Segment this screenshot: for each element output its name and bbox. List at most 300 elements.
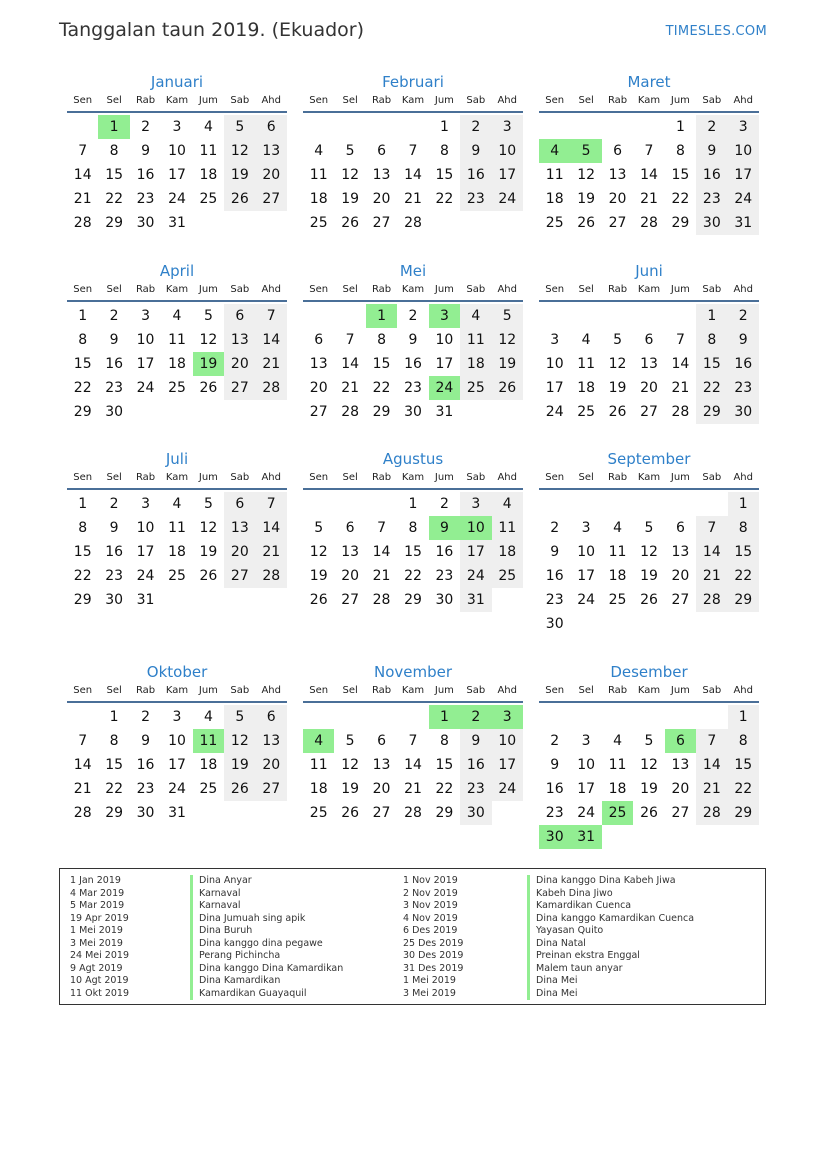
day-cell: 24 bbox=[577, 592, 596, 608]
weekday-label: Kam bbox=[165, 95, 189, 106]
day-cell: 23 bbox=[105, 568, 124, 584]
day-cell: 14 bbox=[671, 356, 690, 372]
holiday-day-cell: 6 bbox=[665, 729, 696, 753]
holiday-name: Karnaval bbox=[190, 888, 241, 901]
day-cell: 15 bbox=[671, 167, 690, 183]
day-cell: 12 bbox=[608, 356, 627, 372]
day-cell: 10 bbox=[168, 733, 186, 749]
weekday-label: Ahd bbox=[261, 284, 281, 295]
holiday-day-cell: 2 bbox=[460, 705, 491, 729]
weekday-label: Sel bbox=[106, 685, 122, 696]
day-cell: 20 bbox=[608, 191, 627, 207]
day-cell: 16 bbox=[136, 757, 155, 773]
day-cell: 11 bbox=[309, 167, 328, 183]
holiday-list bbox=[59, 868, 766, 1005]
weekend-day-cell: 9 bbox=[460, 139, 491, 163]
holiday-name: Dina Natal bbox=[527, 938, 586, 951]
day-cell: 9 bbox=[550, 757, 560, 773]
weekend-day-cell: 3 bbox=[728, 115, 759, 139]
day-cell: 28 bbox=[640, 215, 658, 231]
weekend-day-cell: 21 bbox=[696, 564, 727, 588]
empty-cell bbox=[366, 705, 397, 729]
day-cell: 23 bbox=[136, 781, 155, 797]
weekday-label: Jum bbox=[434, 95, 454, 106]
weekend-day-cell: 27 bbox=[256, 187, 287, 211]
weekday-label: Sen bbox=[73, 472, 93, 483]
day-cell: 3 bbox=[172, 709, 182, 725]
weekday-label: Rab bbox=[371, 685, 392, 696]
day-cell: 27 bbox=[671, 592, 690, 608]
day-cell: 28 bbox=[404, 215, 422, 231]
holiday-date: 1 Mei 2019 bbox=[70, 925, 123, 936]
month-april bbox=[67, 261, 287, 424]
weekend-day-cell: 29 bbox=[696, 400, 727, 424]
weekday-label: Sen bbox=[73, 284, 93, 295]
weekend-day-cell: 9 bbox=[728, 328, 759, 352]
weekend-day-cell: 28 bbox=[696, 588, 727, 612]
day-cell: 14 bbox=[404, 757, 422, 773]
day-cell: 13 bbox=[608, 167, 627, 183]
day-cell: 18 bbox=[608, 781, 627, 797]
month-mei bbox=[303, 261, 523, 424]
weekday-label: Sab bbox=[702, 472, 722, 483]
day-cell: 26 bbox=[577, 215, 596, 231]
weekday-header bbox=[303, 282, 523, 302]
day-cell: 9 bbox=[408, 332, 418, 348]
day-cell: 19 bbox=[309, 568, 328, 584]
holiday-day-cell: 30 bbox=[539, 825, 570, 849]
weekend-day-cell: 11 bbox=[492, 516, 523, 540]
day-cell: 23 bbox=[105, 380, 124, 396]
weekend-day-cell: 14 bbox=[696, 540, 727, 564]
weekend-day-cell: 18 bbox=[492, 540, 523, 564]
weekday-label: Kam bbox=[401, 685, 425, 696]
weekend-day-cell: 7 bbox=[256, 304, 287, 328]
page-title: Tanggalan taun 2019. (Ekuador) bbox=[59, 19, 364, 41]
day-cell: 4 bbox=[203, 119, 213, 135]
day-cell: 15 bbox=[435, 757, 454, 773]
day-cell: 10 bbox=[136, 520, 155, 536]
day-cell: 28 bbox=[404, 805, 422, 821]
day-cell: 13 bbox=[309, 356, 328, 372]
weekend-day-cell: 18 bbox=[460, 352, 491, 376]
weekday-label: Sen bbox=[545, 472, 565, 483]
day-cell: 30 bbox=[136, 805, 155, 821]
holiday-date: 5 Mar 2019 bbox=[70, 900, 125, 911]
day-cell: 25 bbox=[168, 380, 186, 396]
weekend-day-cell: 9 bbox=[696, 139, 727, 163]
day-cell: 15 bbox=[435, 167, 454, 183]
day-cell: 12 bbox=[199, 332, 218, 348]
weekday-header bbox=[539, 93, 759, 113]
day-cell: 22 bbox=[435, 191, 454, 207]
weekend-day-cell: 10 bbox=[728, 139, 759, 163]
weekend-day-cell: 19 bbox=[224, 163, 255, 187]
day-cell: 5 bbox=[203, 308, 213, 324]
weekday-header bbox=[539, 683, 759, 703]
day-cell: 23 bbox=[545, 805, 564, 821]
empty-cell bbox=[633, 304, 664, 328]
weekend-day-cell: 22 bbox=[728, 564, 759, 588]
day-cell: 12 bbox=[341, 757, 360, 773]
holiday-day-cell: 9 bbox=[429, 516, 460, 540]
day-cell: 7 bbox=[377, 520, 387, 536]
holiday-name: Dina Buruh bbox=[190, 925, 252, 938]
day-cell: 5 bbox=[314, 520, 324, 536]
day-cell: 16 bbox=[435, 544, 454, 560]
day-cell: 21 bbox=[73, 191, 92, 207]
day-cell: 14 bbox=[73, 167, 92, 183]
brand-link[interactable]: TIMESLES.COM bbox=[665, 24, 767, 39]
weekday-label: Sab bbox=[466, 472, 486, 483]
day-cell: 1 bbox=[675, 119, 685, 135]
empty-cell bbox=[303, 492, 334, 516]
weekday-label: Sel bbox=[342, 685, 358, 696]
holiday-name: Preinan ekstra Enggal bbox=[527, 950, 640, 963]
weekend-day-cell: 14 bbox=[256, 516, 287, 540]
holiday-date: 6 Des 2019 bbox=[403, 925, 458, 936]
weekend-day-cell: 29 bbox=[728, 801, 759, 825]
weekend-day-cell: 28 bbox=[256, 376, 287, 400]
month-name: Mei bbox=[399, 262, 427, 280]
day-cell: 17 bbox=[168, 167, 186, 183]
weekend-day-cell: 25 bbox=[460, 376, 491, 400]
day-cell: 14 bbox=[640, 167, 658, 183]
day-cell: 11 bbox=[608, 544, 627, 560]
weekend-day-cell: 7 bbox=[696, 516, 727, 540]
day-cell: 30 bbox=[105, 592, 124, 608]
day-cell: 8 bbox=[439, 733, 449, 749]
holiday-day-cell: 10 bbox=[460, 516, 491, 540]
weekend-day-cell: 8 bbox=[696, 328, 727, 352]
empty-cell bbox=[633, 492, 664, 516]
weekday-label: Sen bbox=[309, 95, 329, 106]
weekend-day-cell: 23 bbox=[460, 187, 491, 211]
day-cell: 31 bbox=[168, 805, 186, 821]
day-cell: 18 bbox=[608, 568, 627, 584]
day-cell: 10 bbox=[168, 143, 186, 159]
day-cell: 28 bbox=[73, 215, 92, 231]
day-cell: 30 bbox=[435, 592, 454, 608]
day-cell: 25 bbox=[608, 592, 627, 608]
day-cell: 2 bbox=[109, 308, 119, 324]
day-cell: 17 bbox=[168, 757, 186, 773]
weekend-day-cell: 16 bbox=[696, 163, 727, 187]
weekday-header bbox=[67, 93, 287, 113]
holiday-name: Dina Mei bbox=[527, 988, 578, 1001]
day-cell: 2 bbox=[141, 119, 151, 135]
day-cell: 24 bbox=[577, 805, 596, 821]
weekday-label: Kam bbox=[165, 472, 189, 483]
weekend-day-cell: 23 bbox=[696, 187, 727, 211]
empty-cell bbox=[303, 705, 334, 729]
day-grid bbox=[303, 703, 523, 825]
day-cell: 28 bbox=[671, 404, 690, 420]
weekday-label: Ahd bbox=[261, 685, 281, 696]
holiday-name: Karnaval bbox=[190, 900, 241, 913]
weekday-label: Ahd bbox=[261, 472, 281, 483]
weekend-day-cell: 30 bbox=[696, 211, 727, 235]
day-cell: 3 bbox=[581, 520, 591, 536]
weekday-label: Jum bbox=[670, 685, 690, 696]
weekend-day-cell: 6 bbox=[224, 304, 255, 328]
day-cell: 5 bbox=[345, 143, 355, 159]
day-cell: 16 bbox=[404, 356, 422, 372]
day-grid bbox=[539, 302, 759, 424]
day-cell: 25 bbox=[309, 805, 328, 821]
weekend-day-cell: 17 bbox=[492, 753, 523, 777]
weekend-day-cell: 2 bbox=[696, 115, 727, 139]
holiday-date: 9 Agt 2019 bbox=[70, 962, 123, 974]
day-cell: 1 bbox=[439, 119, 449, 135]
empty-cell bbox=[397, 115, 428, 139]
day-cell: 12 bbox=[640, 544, 658, 560]
day-cell: 8 bbox=[439, 143, 449, 159]
weekend-day-cell: 8 bbox=[728, 729, 759, 753]
day-cell: 24 bbox=[545, 404, 564, 420]
month-name: Juni bbox=[635, 262, 663, 280]
day-cell: 22 bbox=[404, 568, 422, 584]
day-cell: 22 bbox=[671, 191, 690, 207]
weekend-day-cell: 19 bbox=[492, 352, 523, 376]
day-cell: 18 bbox=[309, 781, 328, 797]
month-name: Agustus bbox=[382, 450, 444, 468]
holiday-name: Dina kanggo Kamardikan Cuenca bbox=[527, 913, 694, 926]
day-cell: 25 bbox=[199, 191, 218, 207]
holiday-name: Dina kanggo dina pegawe bbox=[190, 938, 323, 951]
holiday-date: 31 Des 2019 bbox=[403, 962, 464, 974]
empty-cell bbox=[665, 304, 696, 328]
day-cell: 10 bbox=[577, 544, 596, 560]
day-cell: 20 bbox=[372, 781, 391, 797]
weekday-label: Rab bbox=[607, 284, 628, 295]
weekday-label: Sab bbox=[702, 95, 722, 106]
weekday-label: Sab bbox=[230, 284, 250, 295]
weekend-day-cell: 15 bbox=[728, 540, 759, 564]
weekday-label: Ahd bbox=[497, 284, 517, 295]
weekend-day-cell: 22 bbox=[728, 777, 759, 801]
empty-cell bbox=[570, 115, 601, 139]
weekend-day-cell: 11 bbox=[460, 328, 491, 352]
empty-cell bbox=[633, 115, 664, 139]
holiday-name: Dina Kamardikan bbox=[190, 975, 280, 988]
holiday-name: Malem taun anyar bbox=[527, 963, 623, 976]
day-cell: 29 bbox=[105, 215, 124, 231]
holiday-date: 1 Nov 2019 bbox=[403, 875, 458, 886]
weekday-label: Sen bbox=[73, 95, 93, 106]
empty-cell bbox=[539, 115, 570, 139]
day-cell: 29 bbox=[372, 404, 391, 420]
empty-cell bbox=[665, 492, 696, 516]
day-cell: 20 bbox=[640, 380, 658, 396]
weekday-label: Ahd bbox=[733, 284, 753, 295]
month-januari bbox=[67, 72, 287, 235]
month-oktober bbox=[67, 662, 287, 825]
weekday-label: Ahd bbox=[261, 95, 281, 106]
weekday-label: Kam bbox=[637, 95, 661, 106]
day-cell: 27 bbox=[341, 592, 360, 608]
day-cell: 25 bbox=[577, 404, 596, 420]
day-cell: 2 bbox=[550, 733, 560, 749]
weekday-label: Sel bbox=[578, 95, 594, 106]
day-cell: 21 bbox=[372, 568, 391, 584]
day-cell: 9 bbox=[550, 544, 560, 560]
weekday-label: Ahd bbox=[497, 685, 517, 696]
day-grid bbox=[303, 113, 523, 235]
day-cell: 31 bbox=[168, 215, 186, 231]
day-cell: 17 bbox=[545, 380, 564, 396]
day-cell: 24 bbox=[136, 568, 155, 584]
holiday-date: 11 Okt 2019 bbox=[70, 987, 130, 999]
weekday-label: Rab bbox=[607, 685, 628, 696]
weekday-label: Sab bbox=[466, 95, 486, 106]
day-cell: 13 bbox=[372, 757, 391, 773]
day-cell: 15 bbox=[404, 544, 422, 560]
day-cell: 19 bbox=[341, 781, 360, 797]
weekday-header bbox=[539, 470, 759, 490]
day-cell: 15 bbox=[73, 356, 92, 372]
day-cell: 15 bbox=[105, 167, 124, 183]
weekday-label: Sab bbox=[466, 685, 486, 696]
day-cell: 19 bbox=[640, 568, 658, 584]
day-cell: 7 bbox=[78, 143, 88, 159]
day-cell: 16 bbox=[105, 356, 124, 372]
day-grid bbox=[67, 302, 287, 424]
day-cell: 17 bbox=[577, 781, 596, 797]
day-cell: 23 bbox=[136, 191, 155, 207]
weekend-day-cell: 2 bbox=[460, 115, 491, 139]
day-cell: 19 bbox=[341, 191, 360, 207]
weekday-label: Jum bbox=[198, 472, 218, 483]
holiday-day-cell: 19 bbox=[193, 352, 224, 376]
day-cell: 7 bbox=[408, 733, 418, 749]
weekend-day-cell: 16 bbox=[460, 163, 491, 187]
holiday-date: 24 Mei 2019 bbox=[70, 950, 129, 961]
holiday-date: 10 Agt 2019 bbox=[70, 975, 129, 986]
month-februari bbox=[303, 72, 523, 235]
day-cell: 18 bbox=[577, 380, 596, 396]
holiday-name: Kamardikan Guayaquil bbox=[190, 988, 307, 1001]
weekend-day-cell: 5 bbox=[492, 304, 523, 328]
weekday-label: Sen bbox=[309, 472, 329, 483]
weekend-day-cell: 23 bbox=[728, 376, 759, 400]
day-cell: 24 bbox=[168, 781, 186, 797]
weekend-day-cell: 24 bbox=[492, 777, 523, 801]
empty-cell bbox=[67, 705, 98, 729]
holiday-day-cell: 1 bbox=[98, 115, 129, 139]
empty-cell bbox=[602, 492, 633, 516]
weekday-label: Rab bbox=[371, 95, 392, 106]
day-cell: 10 bbox=[435, 332, 454, 348]
weekday-label: Sen bbox=[73, 685, 93, 696]
day-cell: 28 bbox=[341, 404, 360, 420]
weekend-day-cell: 20 bbox=[224, 540, 255, 564]
weekend-day-cell: 27 bbox=[224, 564, 255, 588]
weekend-day-cell: 27 bbox=[224, 376, 255, 400]
day-cell: 26 bbox=[341, 215, 360, 231]
day-cell: 12 bbox=[640, 757, 658, 773]
day-cell: 21 bbox=[671, 380, 690, 396]
weekday-label: Kam bbox=[637, 284, 661, 295]
weekday-label: Rab bbox=[135, 95, 156, 106]
weekday-label: Sel bbox=[342, 95, 358, 106]
day-cell: 1 bbox=[408, 496, 418, 512]
weekend-day-cell: 4 bbox=[492, 492, 523, 516]
day-cell: 26 bbox=[640, 805, 658, 821]
weekend-day-cell: 7 bbox=[696, 729, 727, 753]
weekend-day-cell: 24 bbox=[728, 187, 759, 211]
day-cell: 9 bbox=[109, 520, 119, 536]
day-cell: 1 bbox=[78, 496, 88, 512]
empty-cell bbox=[602, 304, 633, 328]
holiday-name: Dina kanggo Dina Kabeh Jiwa bbox=[527, 875, 676, 888]
day-cell: 11 bbox=[608, 757, 627, 773]
day-cell: 2 bbox=[109, 496, 119, 512]
weekday-header bbox=[67, 470, 287, 490]
day-cell: 6 bbox=[345, 520, 355, 536]
weekday-label: Rab bbox=[607, 95, 628, 106]
day-cell: 5 bbox=[203, 496, 213, 512]
day-cell: 12 bbox=[341, 167, 360, 183]
day-grid bbox=[539, 490, 759, 636]
holiday-day-cell: 4 bbox=[539, 139, 570, 163]
weekend-day-cell: 12 bbox=[224, 139, 255, 163]
weekday-label: Kam bbox=[637, 685, 661, 696]
day-cell: 2 bbox=[550, 520, 560, 536]
weekend-day-cell: 22 bbox=[696, 376, 727, 400]
day-cell: 27 bbox=[309, 404, 328, 420]
weekday-label: Jum bbox=[670, 95, 690, 106]
weekday-label: Jum bbox=[198, 284, 218, 295]
day-cell: 25 bbox=[199, 781, 218, 797]
day-cell: 25 bbox=[168, 568, 186, 584]
day-cell: 11 bbox=[545, 167, 564, 183]
day-cell: 3 bbox=[141, 496, 151, 512]
day-cell: 20 bbox=[671, 568, 690, 584]
weekend-day-cell: 20 bbox=[256, 753, 287, 777]
day-cell: 20 bbox=[372, 191, 391, 207]
weekend-day-cell: 21 bbox=[256, 540, 287, 564]
empty-cell bbox=[334, 492, 365, 516]
day-cell: 16 bbox=[545, 781, 564, 797]
month-desember bbox=[539, 662, 759, 849]
weekday-label: Sel bbox=[106, 284, 122, 295]
day-cell: 17 bbox=[136, 356, 155, 372]
weekday-label: Ahd bbox=[733, 472, 753, 483]
day-cell: 4 bbox=[172, 496, 182, 512]
weekday-header bbox=[303, 93, 523, 113]
weekend-day-cell: 24 bbox=[460, 564, 491, 588]
day-cell: 1 bbox=[109, 709, 119, 725]
day-cell: 9 bbox=[141, 733, 151, 749]
day-cell: 7 bbox=[345, 332, 355, 348]
empty-cell bbox=[539, 705, 570, 729]
day-cell: 22 bbox=[105, 781, 124, 797]
weekend-day-cell: 27 bbox=[256, 777, 287, 801]
day-cell: 9 bbox=[141, 143, 151, 159]
weekday-label: Sab bbox=[230, 472, 250, 483]
day-cell: 27 bbox=[640, 404, 658, 420]
day-cell: 8 bbox=[109, 143, 119, 159]
day-cell: 22 bbox=[73, 568, 92, 584]
weekend-day-cell: 29 bbox=[728, 588, 759, 612]
day-cell: 17 bbox=[577, 568, 596, 584]
day-cell: 7 bbox=[644, 143, 654, 159]
weekend-day-cell: 5 bbox=[224, 705, 255, 729]
holiday-day-cell: 4 bbox=[303, 729, 334, 753]
weekday-label: Sab bbox=[702, 284, 722, 295]
day-cell: 21 bbox=[404, 781, 422, 797]
